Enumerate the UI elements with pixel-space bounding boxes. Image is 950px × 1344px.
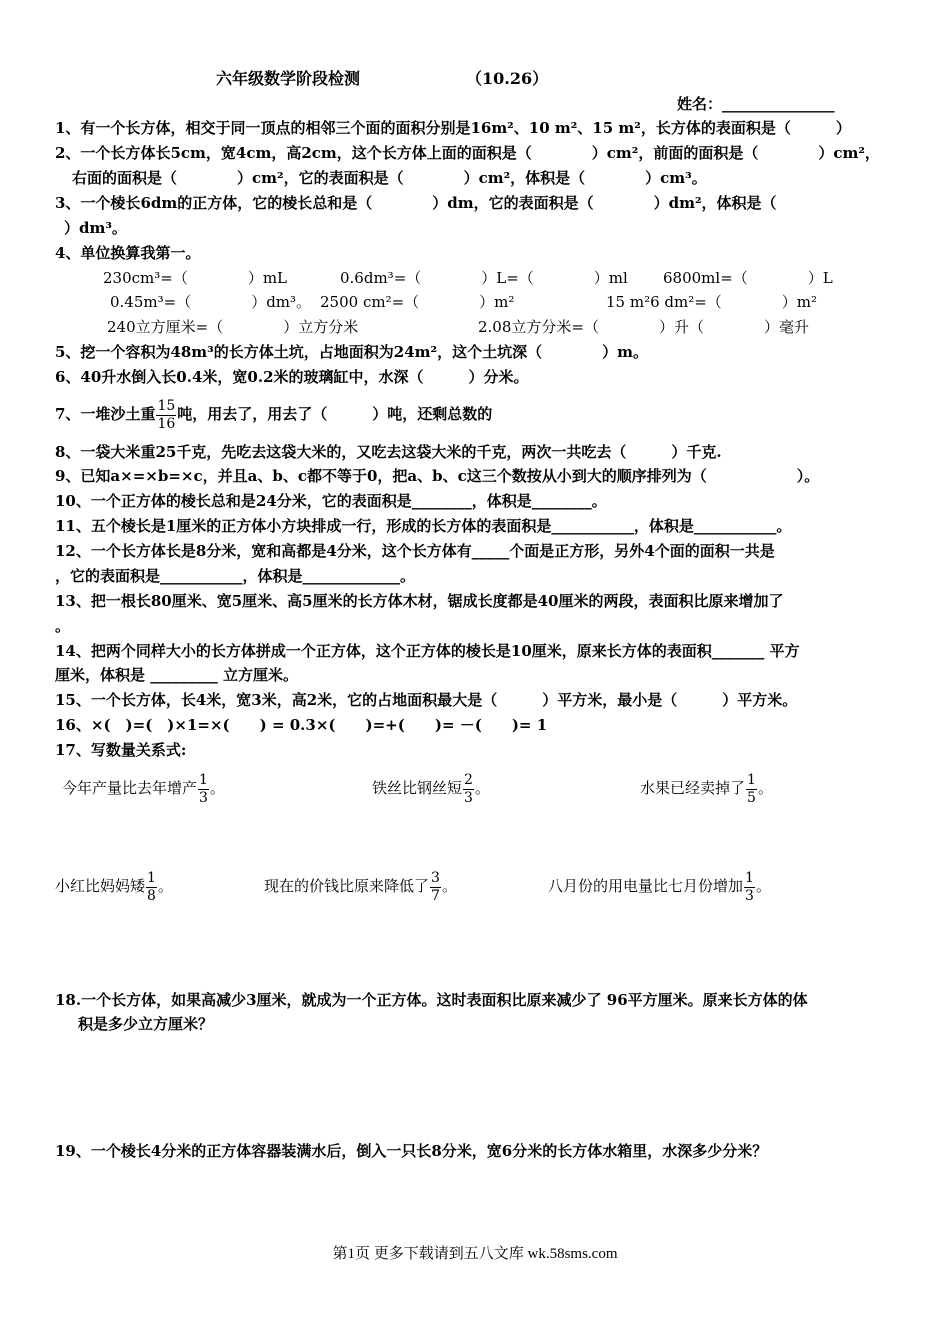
question-12-line-1: 12、一个长方体长是8分米，宽和高都是4分米，这个长方体有_____个面是正方形，另外4个面的面积一共是	[55, 542, 775, 560]
q7-fraction	[156, 398, 176, 433]
q17-item-3-fraction: $\frac{1}{5}$	[747, 771, 756, 806]
q7-fraction-numerator: 15	[157, 397, 176, 414]
question-14-line-1: 14、把两个同样大小的长方体拼成一个正方体，这个正方体的棱长是10厘米，原来长方体的表面积_______ 平方	[55, 642, 800, 660]
exam-title: 六年级数学阶段检测	[216, 69, 361, 88]
q7-suffix: 吨，用去了，用去了（ ）吨，还剩总数的	[177, 405, 493, 423]
question-2-line-1: 2、一个长方体长5cm，宽4cm，高2cm，这个长方体上面的面积是（ ）cm²，前面的面积是（ ）cm²，	[55, 144, 880, 162]
question-13-line-1: 13、把一根长80厘米、宽5厘米、高5厘米的长方体木材，锯成长度都是40厘米的两段，表面积比原来增加了	[55, 592, 784, 610]
question-13-line-2: 。	[55, 617, 71, 635]
question-18-line-1: 18.一个长方体，如果高减少3厘米，就成为一个正方体。这时表面积比原来减少了 96平方厘米。原来长方体的体	[55, 991, 808, 1009]
question-18-line-2: 积是多少立方厘米？	[78, 1015, 214, 1033]
q17-item-4: 小红比妈妈矮 $\frac{1}{8}$ 。	[55, 869, 173, 904]
q4-conversion-8: 2.08立方分米=（ ）升（ ）毫升	[478, 318, 809, 336]
q17-item-6: 八月份的用电量比七月份增加 $\frac{1}{3}$ 。	[548, 869, 771, 904]
q17-item-3: 水果已经卖掉了 $\frac{1}{5}$ 。	[640, 771, 773, 806]
q7-fraction-denominator: 16	[157, 415, 176, 432]
question-14-line-2: 厘米，体积是 _________ 立方厘米。	[55, 666, 298, 684]
q7-prefix: 7、一堆沙土重	[55, 405, 156, 423]
q4-conversion-1: 230cm³=（ ）mL	[103, 269, 288, 287]
question-16: 16、×( )=( )×1=×( ) = 0.3×( )=+( )= －( )= 1	[55, 716, 548, 734]
q17-item-2: 铁丝比钢丝短 $\frac{2}{3}$ 。	[372, 771, 490, 806]
page-footer: 第1页 更多下载请到五八文库 wk.58sms.com	[332, 1246, 618, 1262]
question-19: 19、一个棱长4分米的正方体容器装满水后，倒入一只长8分米，宽6分米的长方体水箱里，水深多少分米？	[55, 1142, 768, 1160]
question-12-line-2: ，它的表面积是___________，体积是_____________。	[55, 567, 416, 585]
question-7	[55, 394, 492, 434]
question-3-line-2: ）dm³。	[64, 219, 127, 237]
q17-item-1-fraction: $\frac{1}{3}$	[199, 771, 208, 806]
q4-conversion-5: 2500 cm²=（ ）m²	[320, 293, 515, 311]
question-5: 5、挖一个容积为48m³的长方体土坑，占地面积为24m²，这个土坑深（ ）m。	[55, 343, 648, 361]
q17-item-6-fraction: $\frac{1}{3}$	[745, 869, 754, 904]
question-4: 4、单位换算我第一。	[55, 244, 201, 262]
question-6: 6、40升水倒入长0.4米，宽0.2米的玻璃缸中，水深（ ）分米。	[55, 368, 529, 386]
student-name-field: 姓名：_______________	[677, 95, 835, 113]
question-17: 17、写数量关系式:	[55, 741, 187, 759]
q4-conversion-2: 0.6dm³=（ ）L=（ ）ml	[340, 269, 628, 287]
q4-conversion-3: 6800ml=（ ）L	[663, 269, 833, 287]
question-9: 9、已知a×=×b=×c，并且a、b、c都不等于0，把a、b、c这三个数按从小到大的顺序排列为（ ）。	[55, 467, 820, 485]
q17-item-4-fraction: $\frac{1}{8}$	[147, 869, 156, 904]
question-10: 10、一个正方体的棱长总和是24分米，它的表面积是________，体积是________。	[55, 492, 607, 510]
question-11: 11、五个棱长是1厘米的正方体小方块排成一行，形成的长方体的表面积是___________，体积是___________。	[55, 517, 792, 535]
q4-conversion-7: 240立方厘米=（ ）立方分米	[107, 318, 359, 336]
q4-conversion-6: 15 m²6 dm²=（ ）m²	[606, 293, 818, 311]
q4-conversion-4: 0.45m³=（ ）dm³。	[110, 293, 312, 311]
question-8: 8、一袋大米重25千克，先吃去这袋大米的，又吃去这袋大米的千克，两次一共吃去（ ）千克.	[55, 443, 722, 461]
exam-date: （10.26）	[466, 69, 549, 88]
question-2-line-2: 右面的面积是（ ）cm²，它的表面积是（ ）cm²，体积是（ ）cm³。	[72, 169, 707, 187]
question-15: 15、一个长方体，长4米，宽3米，高2米，它的占地面积最大是（ ）平方米，最小是（ ）平方米。	[55, 691, 798, 709]
q17-item-5: 现在的价钱比原来降低了 $\frac{3}{7}$ 。	[264, 869, 457, 904]
question-3-line-1: 3、一个棱长6dm的正方体，它的棱长总和是（ ）dm，它的表面积是（ ）dm²，体积是（	[55, 194, 777, 212]
q17-item-5-fraction: $\frac{3}{7}$	[431, 869, 440, 904]
question-1: 1、有一个长方体，相交于同一顶点的相邻三个面的面积分别是16m²、10 m²、15 m²，长方体的表面积是（ ）	[55, 119, 851, 137]
q17-item-1: 今年产量比去年增产 $\frac{1}{3}$ 。	[62, 771, 225, 806]
q17-item-2-fraction: $\frac{2}{3}$	[464, 771, 473, 806]
